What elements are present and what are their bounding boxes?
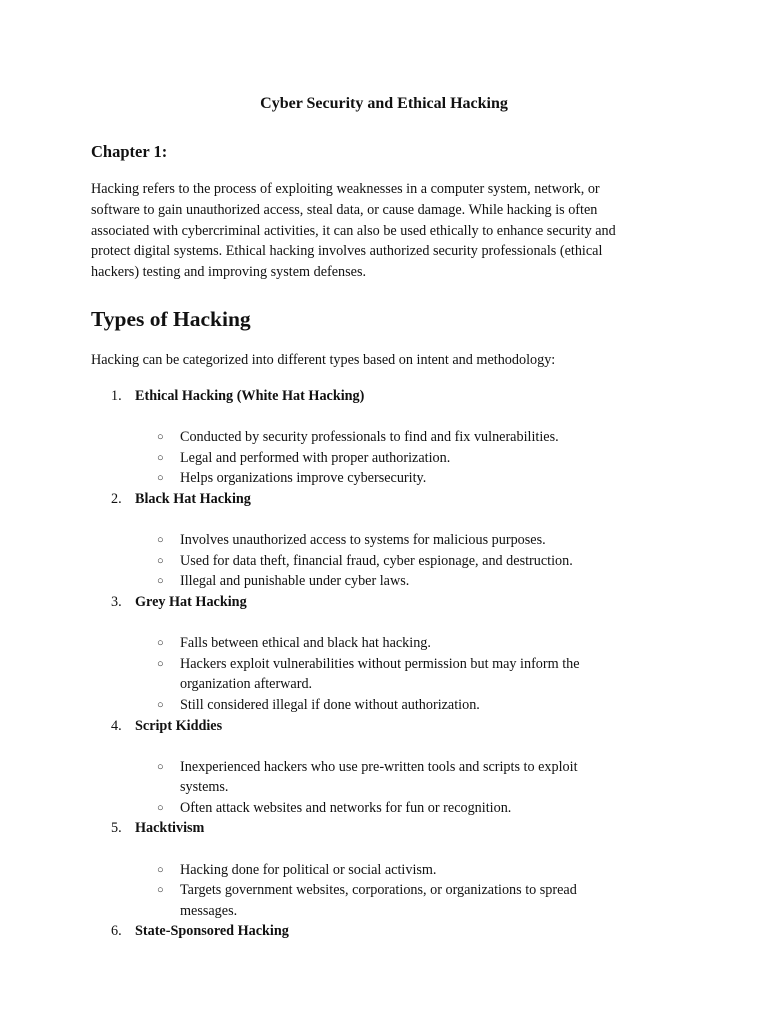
bullet-point [135,860,620,881]
list-number: 4. [111,717,122,734]
section-heading: Types of Hacking [91,307,251,331]
hollow-circle-bullet-icon: ○ [157,431,164,444]
hollow-circle-bullet-icon: ○ [157,534,164,547]
hacking-type-points [135,839,691,921]
bullet-point [135,798,620,819]
bullet-point [135,654,620,695]
hacking-type-item [91,489,691,592]
list-number: 3. [111,593,122,610]
hacking-type-points [135,407,691,489]
list-number: 5. [111,820,122,837]
hacking-type-points [135,736,691,818]
intro-paragraph: Hacking refers to the process of exploiting weaknesses in a computer system, network, or software to gain unauthorized access, steal data, or cause damage. While hacking is often associated with cybercriminal activities, it can also be used ethically to enhance security and protect digital systems. Ethical hacking involves authorized security professionals (ethical hackers) testing and improving system defenses. [91,181,616,281]
bullet-point-text: Inexperienced hackers who use pre-written tools and scripts to exploit systems. [180,758,578,796]
bullet-point-text: Falls between ethical and black hat hacking. [180,635,431,652]
hollow-circle-bullet-icon: ○ [157,554,164,567]
hacking-type-name: Black Hat Hacking [135,490,251,507]
hacking-types-list [91,386,691,942]
bullet-point [135,571,620,592]
bullet-point-text: Legal and performed with proper authorization. [180,449,451,466]
bullet-point [135,757,620,798]
bullet-point-text: Hacking done for political or social activism. [180,861,437,878]
hacking-type-points [135,613,691,716]
hollow-circle-bullet-icon: ○ [157,760,164,773]
hollow-circle-bullet-icon: ○ [157,575,164,588]
hollow-circle-bullet-icon: ○ [157,863,164,876]
hollow-circle-bullet-icon: ○ [157,472,164,485]
bullet-point [135,530,620,551]
hacking-type-item [91,386,691,489]
list-number: 1. [111,388,122,404]
list-number: 2. [111,490,122,507]
bullet-point-text: Illegal and punishable under cyber laws. [180,573,410,590]
bullet-point-text: Used for data theft, financial fraud, cyber espionage, and destruction. [180,552,573,569]
hollow-circle-bullet-icon: ○ [157,657,164,670]
hollow-circle-bullet-icon: ○ [157,451,164,464]
chapter-heading: Chapter 1: [91,142,168,161]
bullet-point-text: Conducted by security professionals to find and fix vulnerabilities. [180,429,559,446]
bullet-point-text: Often attack websites and networks for fun or recognition. [180,799,512,816]
document-title: Cyber Security and Ethical Hacking [260,95,508,112]
bullet-point-text: Helps organizations improve cybersecurity. [180,470,427,487]
hacking-type-name: Grey Hat Hacking [135,593,247,610]
hacking-type-name: Script Kiddies [135,717,223,734]
hacking-type-item [91,921,691,942]
bullet-point-text: Involves unauthorized access to systems for malicious purposes. [180,532,546,549]
bullet-point [135,633,620,654]
bullet-point [135,695,620,716]
hacking-type-item [91,818,691,921]
hollow-circle-bullet-icon: ○ [157,698,164,711]
bullet-point-text: Still considered illegal if done without authorization. [180,696,480,713]
hacking-type-name: Hacktivism [135,820,205,837]
hacking-type-item [91,592,691,716]
hollow-circle-bullet-icon: ○ [157,637,164,650]
bullet-point-text: Targets government websites, corporations, or organizations to spread messages. [180,882,577,919]
hacking-type-item [91,716,691,819]
hollow-circle-bullet-icon: ○ [157,801,164,814]
bullet-point [135,551,620,572]
bullet-point [135,880,620,921]
bullet-point [135,427,620,448]
bullet-point-text: Hackers exploit vulnerabilities without permission but may inform the organization afterward. [180,655,580,693]
bullet-point [135,448,620,469]
hacking-type-name: Ethical Hacking (White Hat Hacking) [135,388,365,404]
list-number: 6. [111,923,122,940]
hacking-type-name: State-Sponsored Hacking [135,923,289,940]
hacking-type-points [135,510,691,592]
section-intro-paragraph: Hacking can be categorized into different types based on intent and methodology: [91,352,556,368]
hollow-circle-bullet-icon: ○ [157,884,164,897]
bullet-point [135,468,620,489]
